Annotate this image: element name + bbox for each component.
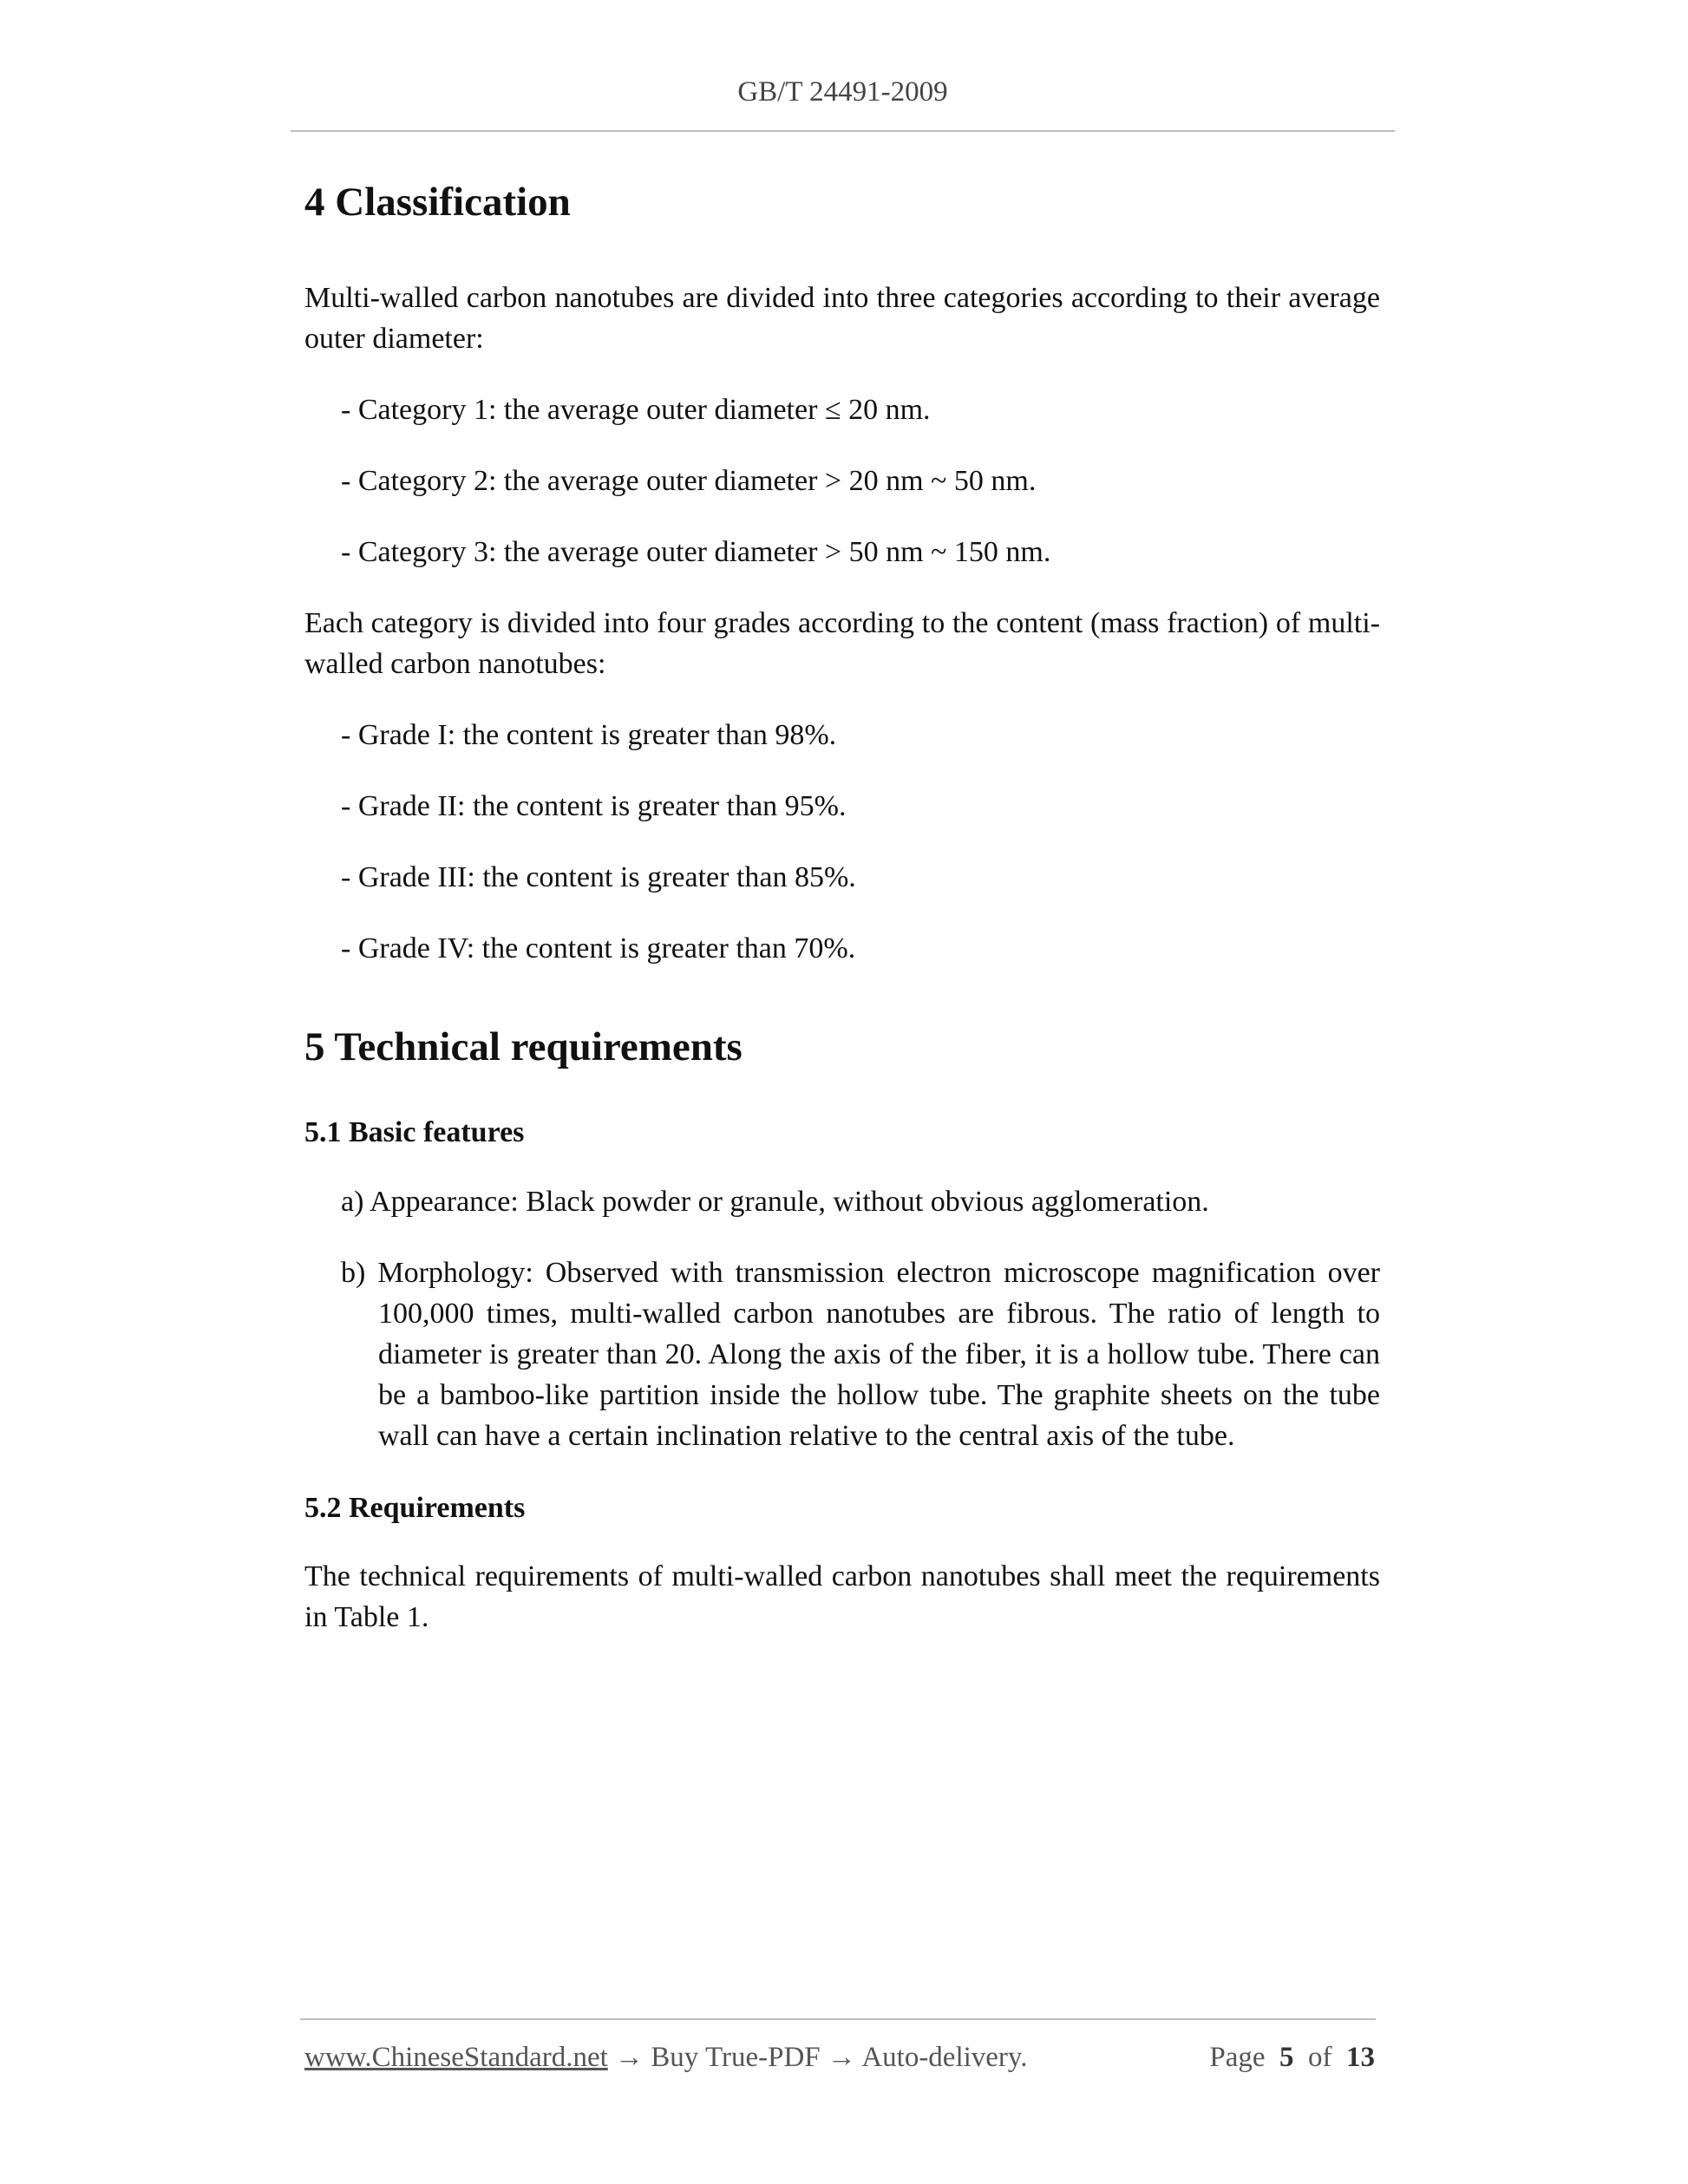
of-label: of: [1308, 2042, 1332, 2073]
page-content: [304, 178, 1380, 1638]
website-link[interactable]: www.ChineseStandard.net: [304, 2042, 608, 2073]
grade-ii: - Grade II: the content is greater than 95%.: [341, 790, 847, 823]
category-1: - Category 1: the average outer diameter ≤ 20 nm.: [341, 394, 931, 427]
page-number: [1209, 2042, 1375, 2074]
requirements-text: The technical requirements of multi-walled carbon nanotubes shall meet the requirements in Table 1.: [304, 1560, 1380, 1634]
classification-intro: Multi-walled carbon nanotubes are divided into three categories according to their average outer diameter:: [304, 282, 1380, 356]
buy-pdf-text: Buy True-PDF: [651, 2042, 821, 2073]
total-pages: 13: [1346, 2042, 1375, 2073]
auto-delivery-text: Auto-delivery.: [861, 2042, 1028, 2073]
grade-iv: - Grade IV: the content is greater than 70%.: [341, 932, 856, 965]
page-header: GB/T 24491-2009: [737, 76, 948, 108]
footer-divider: [300, 2018, 1376, 2020]
grade-iii: - Grade III: the content is greater than 85%.: [341, 861, 856, 894]
grade-i: - Grade I: the content is greater than 98%.: [341, 719, 837, 752]
header-divider: [291, 130, 1395, 132]
current-page: 5: [1279, 2042, 1294, 2073]
section-4-heading: 4 Classification: [304, 180, 571, 225]
arrow-right-icon: →: [827, 2042, 856, 2073]
arrow-right-icon: →: [615, 2042, 644, 2073]
morphology-item: b) Morphology: Observed with transmission electron microscope magnification over 100,000 times, multi-walled carbon nanotubes are fibrous. The ratio of length to diameter is greater than 20. Along the axis of the fiber, it is a hollow tube. There can be a bamboo-like partition inside the hollow tube. The graphite sheets on the tube wall can have a certain inclination relative to the central axis of the tube.: [341, 1256, 1380, 1452]
footer-promo: [304, 2042, 1028, 2074]
section-5-1-heading: 5.1 Basic features: [304, 1115, 525, 1148]
category-3: - Category 3: the average outer diameter > 50 nm ~ 150 nm.: [341, 536, 1051, 569]
category-2: - Category 2: the average outer diameter > 20 nm ~ 50 nm.: [341, 465, 1037, 498]
section-5-heading: 5 Technical requirements: [304, 1024, 743, 1070]
grades-intro: Each category is divided into four grades according to the content (mass fraction) of multi-walled carbon nanotubes:: [304, 607, 1380, 681]
appearance-item: a) Appearance: Black powder or granule, without obvious agglomeration.: [341, 1185, 1209, 1218]
page-label: Page: [1209, 2042, 1266, 2073]
section-5-2-heading: 5.2 Requirements: [304, 1491, 526, 1524]
